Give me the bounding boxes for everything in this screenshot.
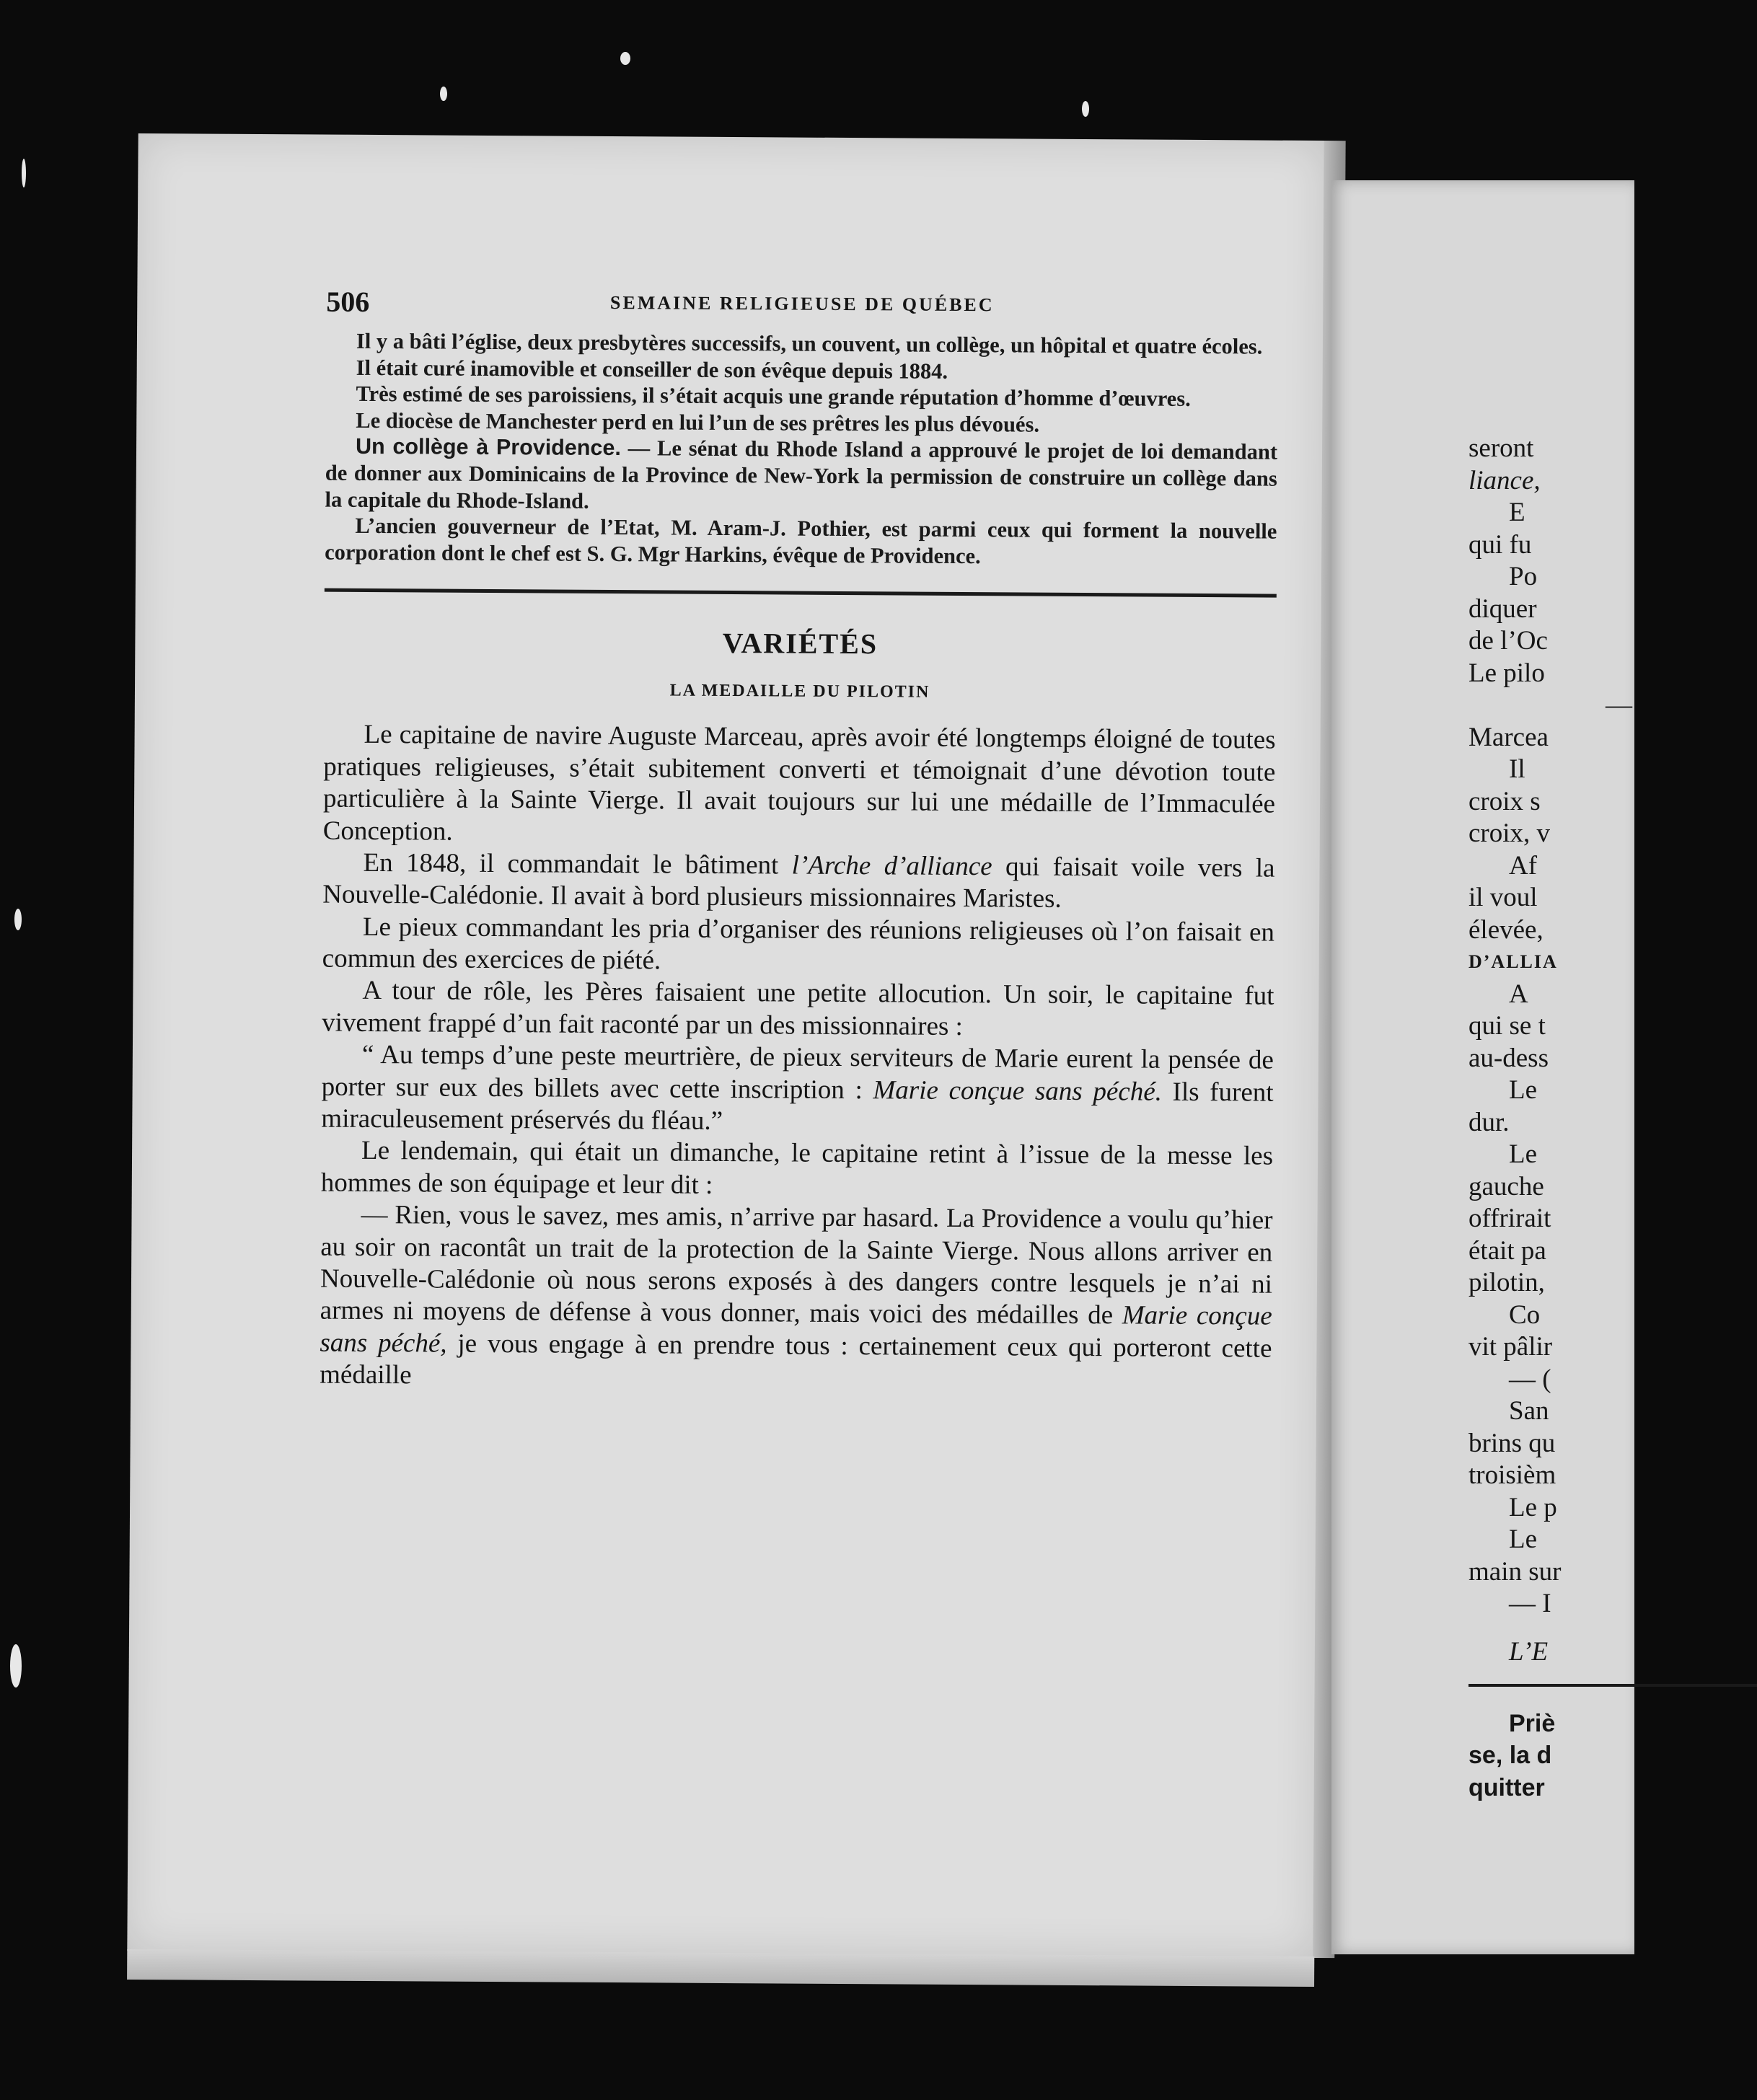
text-line: Af bbox=[1509, 850, 1538, 881]
text-line: se, la d bbox=[1468, 1742, 1552, 1769]
text-run: En 1848, il commandait le bâtiment bbox=[363, 847, 792, 881]
page-number: 506 bbox=[326, 285, 370, 318]
film-speck bbox=[1082, 101, 1089, 117]
paragraph: A tour de rôle, les Pères faisaient une petite allocution. Un soir, le capitaine fut vivement frappé d’un fait raconté par un des missionnaires : bbox=[322, 976, 1274, 1041]
left-page bbox=[127, 133, 1325, 1958]
text-line: diquer bbox=[1468, 594, 1537, 624]
text-line: élevée, bbox=[1468, 914, 1544, 945]
paragraph: Il y a bâti l’église, deux presbytères successifs, un couvent, un collège, un hôpital et quatre écoles. bbox=[356, 328, 1263, 359]
text-line: A bbox=[1509, 979, 1528, 1009]
film-speck bbox=[440, 87, 447, 101]
paragraph: Le lendemain, qui était un dimanche, le capitaine retint à l’issue de la messe les hommes de son équipage et leur dit : bbox=[320, 1136, 1274, 1200]
paragraph: Très estimé de ses paroissiens, il s’était acquis une grande réputation d’homme d’œuvres. bbox=[356, 381, 1191, 412]
text-line: troisièm bbox=[1468, 1460, 1556, 1490]
text-line: Le pilo bbox=[1468, 658, 1545, 688]
text-line: qui se t bbox=[1468, 1011, 1546, 1041]
paragraph: Le capitaine de navire Auguste Marceau, après avoir été longtemps éloigné de toutes pratiques religieuses, s’était subitement converti et témoignait d’une dévotion toute particulière à la Sainte Vierge. Il avait toujours sur lui une médaille de l’Immaculée Conception. bbox=[322, 720, 1276, 847]
text-run: je vous engage à en prendre tous : certainement ceux qui porteront cette médaille bbox=[320, 1328, 1272, 1390]
text-line: était pa bbox=[1468, 1235, 1546, 1266]
paragraph: Il était curé inamovible et conseiller de son évêque depuis 1884. bbox=[356, 355, 948, 384]
section-title: VARIÉTÉS bbox=[722, 627, 878, 661]
section-divider bbox=[325, 588, 1277, 598]
text-line: — ( bbox=[1509, 1364, 1551, 1394]
text-line: liance, bbox=[1468, 465, 1541, 495]
text-line: Priè bbox=[1509, 1709, 1556, 1737]
text-line: Co bbox=[1509, 1300, 1541, 1330]
text-line: Le p bbox=[1509, 1492, 1557, 1522]
text-line: quitter bbox=[1468, 1773, 1545, 1801]
text-line: E bbox=[1509, 498, 1525, 527]
right-page bbox=[1331, 180, 1634, 1954]
text-line: croix, v bbox=[1468, 819, 1551, 848]
news-heading: Un collège à Providence. bbox=[355, 434, 621, 461]
running-head bbox=[326, 285, 1278, 334]
text-line: de l’Oc bbox=[1468, 626, 1548, 656]
text-line: seront bbox=[1468, 433, 1534, 463]
text-line: main sur bbox=[1468, 1556, 1562, 1587]
text-line: Po bbox=[1509, 562, 1538, 591]
paragraph bbox=[322, 847, 1275, 917]
film-speck bbox=[22, 159, 26, 188]
text-line: au-dess bbox=[1468, 1043, 1549, 1073]
right-page-text bbox=[1468, 433, 1757, 1804]
paragraph: Le diocèse de Manchester perd en lui l’un de ses prêtres les plus dévoués. bbox=[356, 407, 1040, 437]
text-line: D’ALLIA bbox=[1468, 951, 1558, 972]
text-line: Marcea bbox=[1468, 722, 1549, 752]
ship-name: l’Arche d’alliance bbox=[791, 850, 992, 882]
text-line: — I bbox=[1509, 1589, 1551, 1618]
text-line: pilotin, bbox=[1468, 1268, 1545, 1297]
text-line: Il bbox=[1509, 754, 1525, 784]
text-run: qui faisait voile vers la Nouvelle-Calédonie. Il avait à bord plusieurs missionnaires Maristes. bbox=[322, 852, 1275, 914]
text-run: “ Au temps d’une peste meurtrière, de pieux serviteurs de Marie eurent la pensée de porter sur eux des billets avec cette inscription : bbox=[321, 1040, 1274, 1105]
text-line: Le bbox=[1509, 1139, 1538, 1169]
text-line: L’E bbox=[1509, 1636, 1549, 1667]
film-speck bbox=[620, 52, 630, 65]
film-speck bbox=[10, 1644, 22, 1688]
running-title: SEMAINE RELIGIEUSE DE QUÉBEC bbox=[609, 291, 995, 316]
text-line: offrirait bbox=[1468, 1204, 1551, 1233]
page-bottom-edge bbox=[127, 1949, 1314, 1987]
inscription: Marie conçue sans péché. bbox=[873, 1075, 1163, 1107]
news-section bbox=[325, 328, 1278, 571]
article-title: LA MEDAILLE DU PILOTIN bbox=[669, 681, 930, 702]
text-run: Ils furent miraculeusement préservés du fléau.” bbox=[321, 1077, 1274, 1137]
text-line: gauche bbox=[1468, 1171, 1544, 1201]
paragraph: Le pieux commandant les pria d’organiser des réunions religieuses où l’on faisait en commun des exercices de piété. bbox=[322, 912, 1275, 976]
paragraph bbox=[321, 1039, 1274, 1141]
text-line: il voul bbox=[1468, 883, 1538, 912]
text-line: San bbox=[1509, 1396, 1549, 1426]
text-line: — bbox=[1606, 690, 1632, 720]
italic-phrase: Marie conçue sans péché, bbox=[320, 1300, 1272, 1359]
text-run: — Rien, vous le savez, mes amis, n’arrive par hasard. La Providence a voulu qu’hier au soir on racontât un trait de la protection de la Sainte Vierge. Nous allons arriver en Nouvelle-Calédonie où nous serons exposés à des dangers contre lesquels je n’ai ni armes ni moyens de défense à vous donner, mais voici des médailles de bbox=[320, 1200, 1273, 1331]
news-text: — Le sénat du Rhode Island a approuvé le projet de loi demandant de donner aux Dominicains de la Province de New-York la permission de construire un collège dans la capitale du Rhode-Island. bbox=[325, 436, 1278, 513]
page-content bbox=[320, 285, 1278, 1398]
paragraph bbox=[325, 433, 1278, 519]
text-line: croix s bbox=[1468, 786, 1541, 816]
film-speck bbox=[14, 909, 22, 930]
text-line: vit pâlir bbox=[1468, 1332, 1553, 1362]
paragraph bbox=[320, 1199, 1273, 1397]
text-line: Le bbox=[1509, 1525, 1538, 1554]
text-line: qui fu bbox=[1468, 529, 1532, 560]
text-line: dur. bbox=[1468, 1107, 1510, 1137]
text-line: brins qu bbox=[1468, 1428, 1556, 1458]
paragraph: L’ancien gouverneur de l’Etat, M. Aram-J. Pothier, est parmi ceux qui forment la nouvelle corporation dont le chef est S. G. Mgr Harkins, évêque de Providence. bbox=[325, 513, 1277, 568]
article-body bbox=[320, 719, 1276, 1397]
text-line: Le bbox=[1509, 1075, 1538, 1105]
section-divider bbox=[1468, 1668, 1757, 1700]
